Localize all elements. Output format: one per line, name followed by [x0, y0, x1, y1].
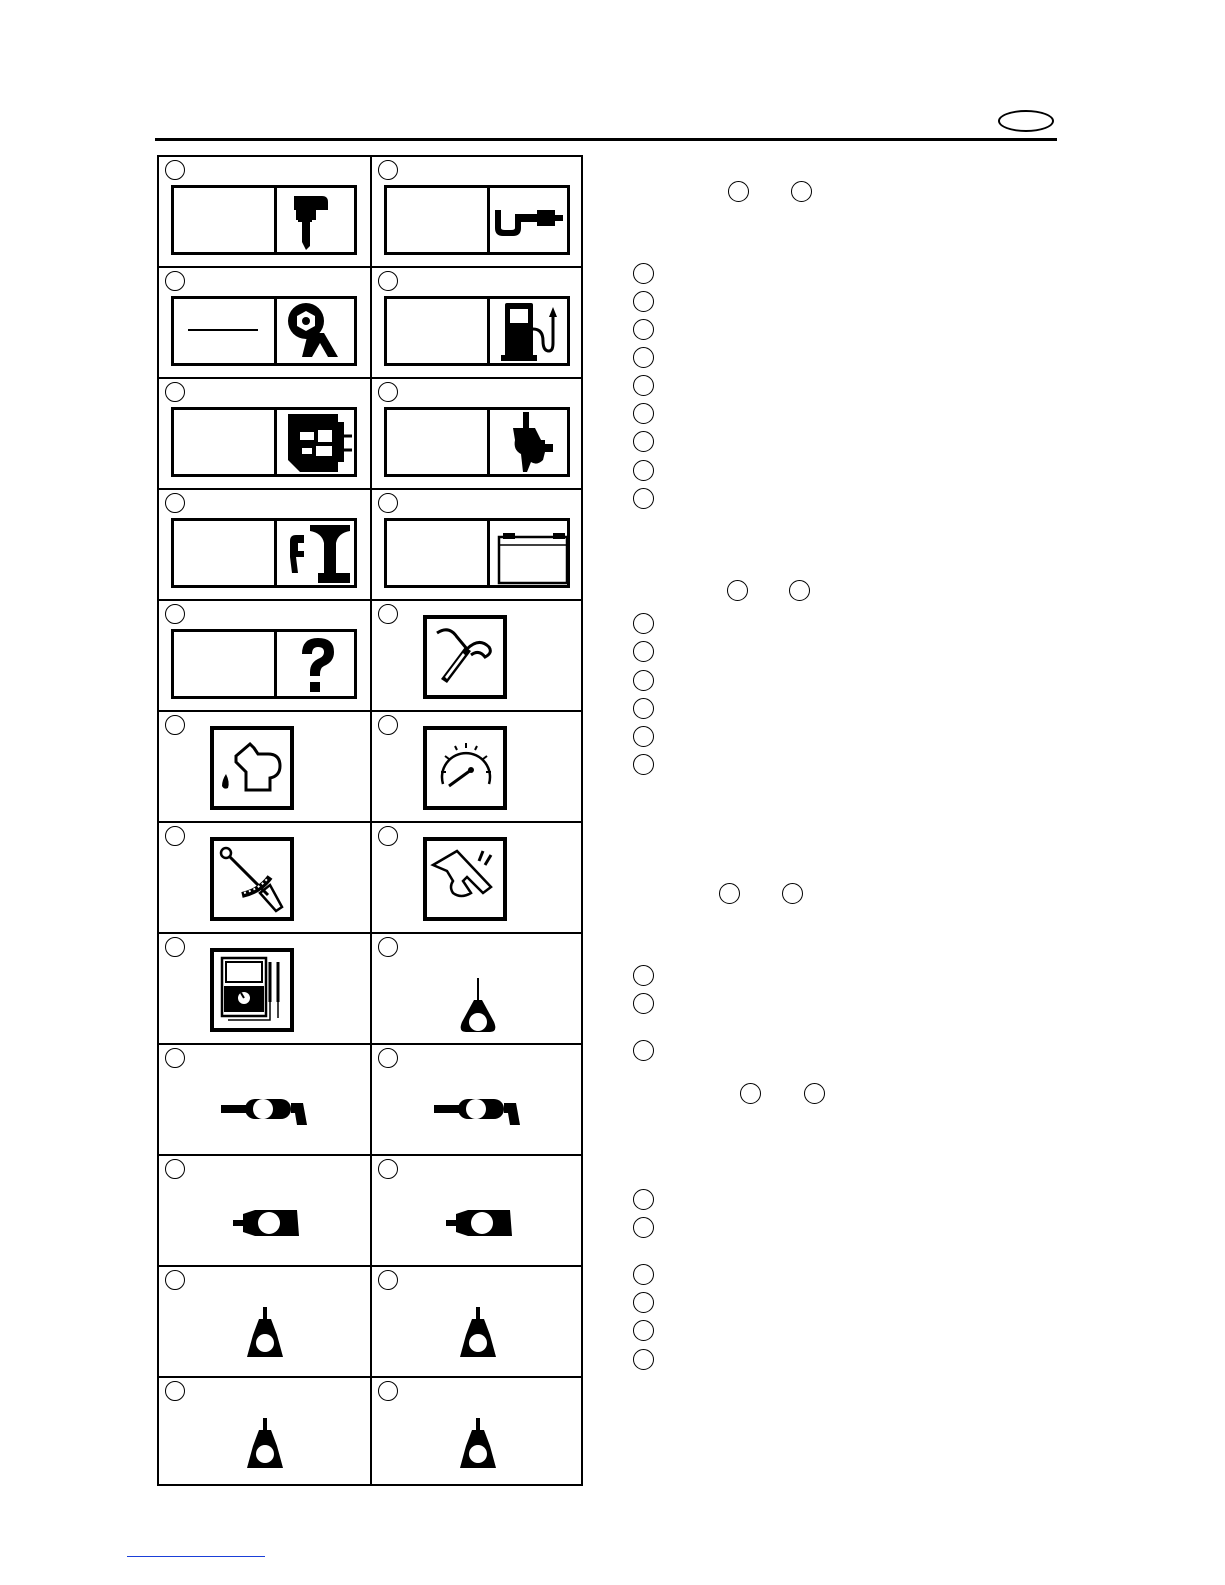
symbol-number	[165, 715, 185, 735]
symbol-number	[378, 1270, 398, 1290]
fuel-pump-icon	[491, 299, 569, 363]
symbol-square-frame	[210, 837, 294, 921]
legend-marker	[782, 883, 803, 904]
symbol-number	[165, 1270, 185, 1290]
symbol-number	[165, 937, 185, 957]
symbol-number	[378, 493, 398, 513]
legend-marker	[633, 698, 654, 719]
question-mark-icon	[278, 632, 356, 696]
symbol-number	[165, 271, 185, 291]
grease-gun-icon	[159, 1071, 371, 1153]
special-tool-icon	[427, 619, 503, 695]
legend-marker	[633, 291, 654, 312]
legend-marker	[633, 1292, 654, 1313]
symbol-number	[378, 715, 398, 735]
grid-divider	[159, 599, 581, 601]
symbol-number	[378, 826, 398, 846]
language-badge	[998, 110, 1054, 132]
symbol-number	[165, 604, 185, 624]
grid-divider	[159, 710, 581, 712]
legend-marker	[633, 1040, 654, 1061]
grid-divider	[159, 377, 581, 379]
grid-divider	[159, 1376, 581, 1378]
torque-wrench-icon	[214, 841, 290, 917]
symbol-number	[378, 382, 398, 402]
legend-marker	[633, 403, 654, 424]
legend-marker	[728, 181, 749, 202]
footer-link-underline[interactable]	[127, 1556, 265, 1557]
symbol-square-frame	[423, 726, 507, 810]
legend-marker	[633, 460, 654, 481]
grease-gun-icon	[372, 1071, 584, 1153]
legend-marker	[633, 754, 654, 775]
symbol-number	[378, 937, 398, 957]
wrench-nut-icon	[278, 299, 356, 363]
legend-marker	[633, 375, 654, 396]
legend-marker	[633, 993, 654, 1014]
symbol-number	[165, 826, 185, 846]
symbol-number	[378, 604, 398, 624]
symbol-number	[378, 1159, 398, 1179]
symbol-number	[165, 1159, 185, 1179]
gauge-icon	[427, 730, 503, 806]
caliper-icon	[427, 841, 503, 917]
symbol-square-frame	[210, 948, 294, 1032]
legend-marker	[633, 965, 654, 986]
legend-marker	[727, 580, 748, 601]
legend-marker	[633, 1217, 654, 1238]
grid-divider	[159, 1154, 581, 1156]
symbol-label-box	[171, 629, 357, 699]
header-rule	[155, 138, 1057, 141]
grid-divider	[159, 1043, 581, 1045]
symbol-label-box	[384, 518, 570, 588]
symbol-number	[378, 1048, 398, 1068]
legend-marker	[633, 641, 654, 662]
sealant-bottle-icon	[159, 1293, 371, 1375]
symbol-square-frame	[423, 837, 507, 921]
legend-marker	[719, 883, 740, 904]
grid-divider	[159, 266, 581, 268]
symbol-grid	[157, 155, 583, 1486]
outboard-motor-icon	[278, 188, 356, 252]
symbol-number	[165, 1381, 185, 1401]
symbol-square-frame	[423, 615, 507, 699]
symbol-square-frame	[210, 726, 294, 810]
legend-marker	[633, 431, 654, 452]
oil-can-icon	[214, 730, 290, 806]
micrometer-icon	[491, 188, 569, 252]
grease-tube-icon	[372, 1182, 584, 1264]
legend-marker	[633, 1349, 654, 1370]
grid-divider	[159, 821, 581, 823]
sealant-bottle-icon	[372, 1293, 584, 1375]
legend-marker	[789, 580, 810, 601]
legend-marker	[633, 613, 654, 634]
legend-marker	[633, 1189, 654, 1210]
legend-marker	[633, 488, 654, 509]
legend-marker	[633, 319, 654, 340]
symbol-label-box	[384, 407, 570, 477]
battery-icon	[491, 521, 569, 585]
symbol-number	[378, 160, 398, 180]
legend-marker	[633, 1320, 654, 1341]
sealant-bottle-icon	[159, 1404, 371, 1486]
legend-marker	[633, 726, 654, 747]
symbol-number	[165, 1048, 185, 1068]
grid-divider	[159, 932, 581, 934]
symbol-label-box	[384, 185, 570, 255]
legend-marker	[633, 1264, 654, 1285]
powerhead-icon	[278, 410, 356, 474]
lower-unit-icon	[491, 410, 569, 474]
grease-tube-icon	[159, 1182, 371, 1264]
grid-divider	[159, 1265, 581, 1267]
legend-marker	[740, 1083, 761, 1104]
oil-dropper-icon	[372, 960, 584, 1042]
legend-marker	[633, 263, 654, 284]
symbol-label-box	[171, 185, 357, 255]
legend-marker	[633, 670, 654, 691]
symbol-number	[165, 493, 185, 513]
multimeter-icon	[214, 952, 290, 1028]
legend-marker	[791, 181, 812, 202]
sealant-bottle-icon	[372, 1404, 584, 1486]
symbol-number	[165, 160, 185, 180]
legend-marker	[633, 347, 654, 368]
bracket-unit-icon	[278, 521, 356, 585]
symbol-label-box	[171, 296, 357, 366]
symbol-number	[165, 382, 185, 402]
symbol-label-box	[171, 407, 357, 477]
symbol-label-box	[384, 296, 570, 366]
grid-divider	[159, 488, 581, 490]
legend-marker	[804, 1083, 825, 1104]
symbol-number	[378, 1381, 398, 1401]
symbol-number	[378, 271, 398, 291]
symbol-label-box	[171, 518, 357, 588]
